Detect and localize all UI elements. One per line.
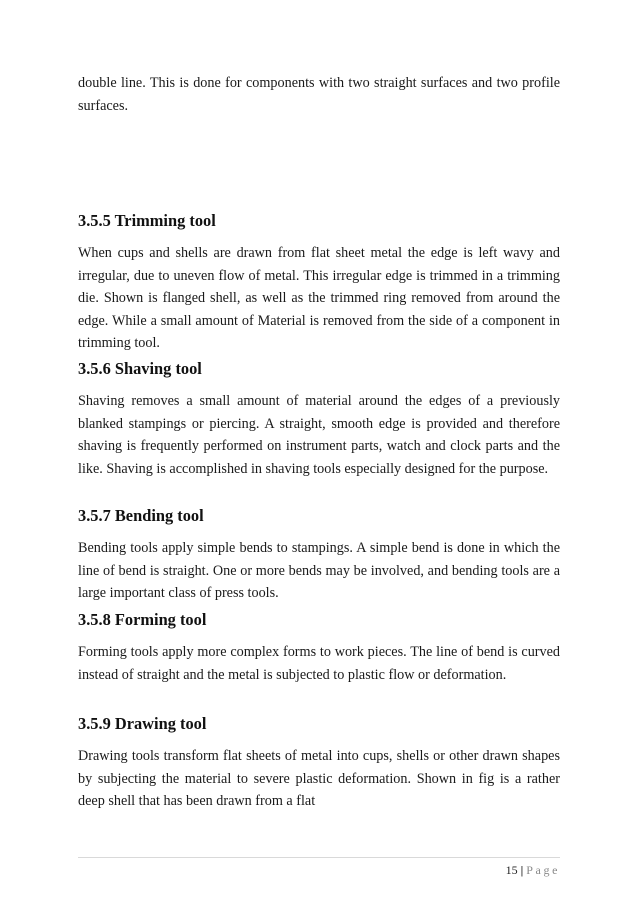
section-trimming-tool <box>78 210 560 355</box>
page-footer <box>506 862 560 878</box>
section-body-drawing-tool: Drawing tools transform flat sheets of metal into cups, shells or other drawn shapes by subjecting the material to severe plastic deformation. Shown in fig is a rather deep shell that has been drawn from a flat <box>78 748 560 810</box>
section-forming-tool <box>78 609 560 686</box>
section-body-shaving-tool: Shaving removes a small amount of material around the edges of a previously blanked stampings or piercing. A straight, smooth edge is provided and therefore shaving is frequently performed on instrument parts, watch and clock parts and the like. Shaving is accomplished in shaving tools especially designed for the purpose. <box>78 393 560 477</box>
footer-divider <box>78 857 560 858</box>
page-number: 15 <box>505 863 518 877</box>
page-label: Page <box>526 863 560 877</box>
section-heading-trimming-tool: 3.5.5 Trimming tool <box>78 211 216 230</box>
intro-paragraph-block <box>78 72 560 117</box>
section-heading-bending-tool: 3.5.7 Bending tool <box>78 506 204 525</box>
section-body-forming-tool: Forming tools apply more complex forms to work pieces. The line of bend is curved instead of straight and the metal is subjected to plastic flow or deformation. <box>78 644 560 683</box>
section-shaving-tool <box>78 358 560 480</box>
section-bending-tool <box>78 505 560 605</box>
intro-paragraph: double line. This is done for components with two straight surfaces and two profile surfaces. <box>78 75 560 114</box>
section-heading-forming-tool: 3.5.8 Forming tool <box>78 610 207 629</box>
section-body-trimming-tool: When cups and shells are drawn from flat sheet metal the edge is left wavy and irregular, due to uneven flow of metal. This irregular edge is trimmed in a trimming die. Shown is flanged shell, as well as the trimmed ring removed from around the edge. While a small amount of Material is removed from the side of a component in trimming tool. <box>78 245 560 352</box>
section-body-bending-tool: Bending tools apply simple bends to stampings. A simple bend is done in which the line of bend is straight. One or more bends may be involved, and bending tools are a large important class of press tools. <box>78 540 560 602</box>
section-drawing-tool <box>78 713 560 813</box>
footer-separator: | <box>520 863 524 877</box>
section-heading-shaving-tool: 3.5.6 Shaving tool <box>78 359 202 378</box>
section-heading-drawing-tool: 3.5.9 Drawing tool <box>78 714 207 733</box>
